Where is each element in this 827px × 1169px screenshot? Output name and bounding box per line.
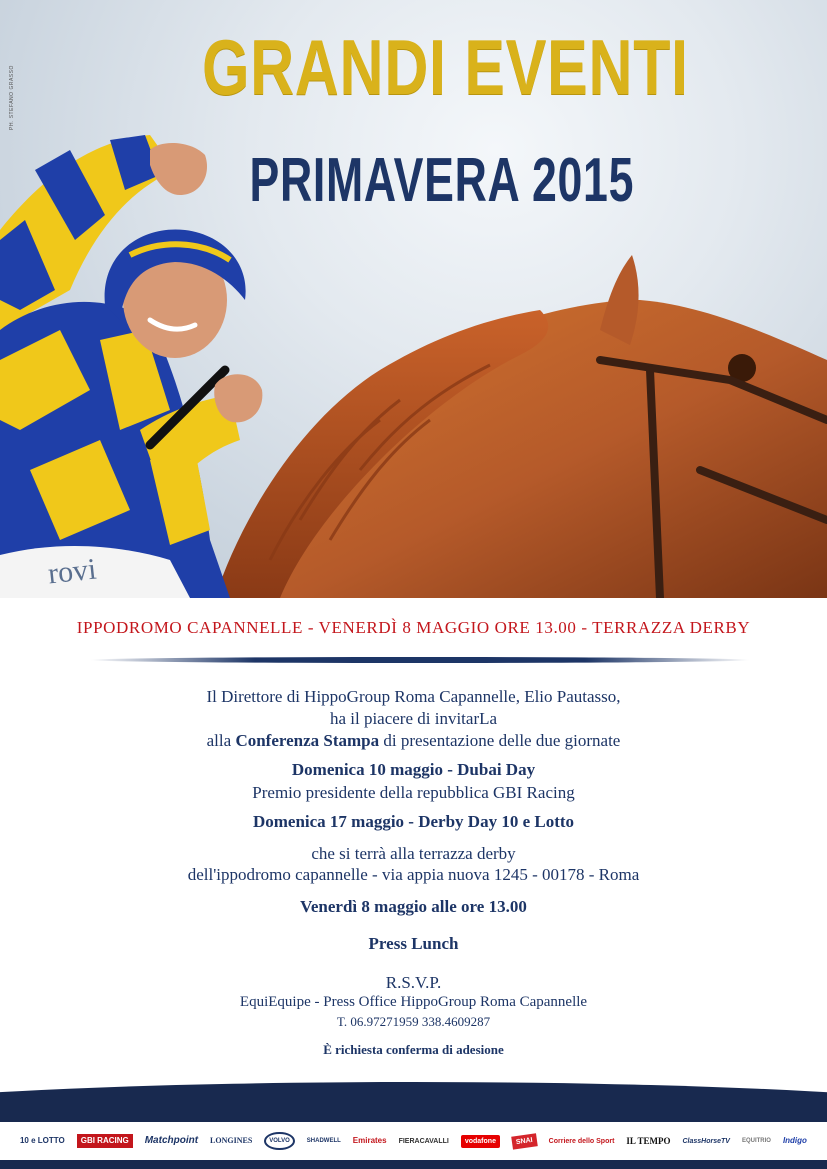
sponsor-logo: LONGINES — [210, 1136, 253, 1145]
horse-ear — [600, 255, 639, 345]
sponsor-strip — [0, 1122, 827, 1160]
location-line-1: che si terrà alla terrazza derby — [311, 844, 516, 863]
confirmation-note — [0, 1043, 827, 1056]
sponsor-logo: Matchpoint — [144, 1135, 199, 1146]
invite-line-3-pre: alla — [206, 731, 236, 750]
location-line-2: dell'ippodromo capannelle - via appia nuova 1245 - 00178 - Roma — [187, 865, 640, 884]
sponsor-logo: SHADWELL — [306, 1138, 341, 1144]
sponsor-logo: Emirates — [352, 1136, 387, 1145]
divider — [90, 657, 750, 663]
event-1 — [0, 761, 827, 778]
event-datetime — [0, 898, 827, 915]
press-lunch-label: Press Lunch — [368, 934, 459, 953]
rsvp: R.S.V.P. — [385, 973, 442, 992]
poster-title: GRANDI EVENTI — [202, 23, 689, 111]
invite-line-1: Il Direttore di HippoGroup Roma Capannelle, Elio Pautasso, — [206, 687, 621, 706]
sponsor-logo: FIERACAVALLI — [398, 1137, 449, 1145]
silk-text: rovi — [46, 552, 98, 591]
event-1-sub: Premio presidente della repubblica GBI Racing — [252, 783, 575, 802]
sponsor-logo: EQUITRIO — [741, 1138, 771, 1144]
footer-band — [0, 1082, 827, 1122]
invite-line-3 — [0, 732, 827, 749]
event-datetime-label: Venerdì 8 maggio alle ore 13.00 — [300, 897, 527, 916]
event-1-label: Domenica 10 maggio - Dubai Day — [291, 760, 536, 779]
invite-line-3-post: di presentazione delle due giornate — [379, 731, 621, 750]
sponsor-logo: vodafone — [461, 1135, 500, 1148]
sponsor-logo: Indigo — [782, 1136, 807, 1145]
confirmation-note-label: È richiesta conferma di adesione — [323, 1042, 504, 1057]
bottom-bar — [0, 1160, 827, 1169]
sponsor-logo: IL TEMPO — [626, 1135, 671, 1146]
phone-numbers: T. 06.97271959 338.4609287 — [336, 1014, 491, 1029]
invite-line-2: ha il piacere di invitarLa — [329, 709, 498, 728]
sponsor-logo: Corriere dello Sport — [548, 1137, 615, 1145]
sponsor-logo: GBI RACING — [77, 1134, 133, 1148]
venue-line: IPPODROMO CAPANNELLE - VENERDÌ 8 MAGGIO ORE 13.00 - TERRAZZA DERBY — [76, 618, 751, 637]
sponsor-logo: SNAI — [511, 1133, 537, 1149]
press-lunch — [0, 935, 827, 952]
sponsor-logo: VOLVO — [264, 1132, 295, 1150]
event-2-label: Domenica 17 maggio - Derby Day 10 e Lotto — [252, 812, 575, 831]
event-2 — [0, 813, 827, 830]
poster-subtitle: PRIMAVERA 2015 — [249, 146, 635, 215]
sponsor-logo: ClassHorseTV — [682, 1137, 730, 1145]
photo-credit: PH. STEFANO GRASSO — [9, 65, 15, 130]
press-office: EquiEquipe - Press Office HippoGroup Roma Capannelle — [239, 994, 588, 1010]
press-conference-label: Conferenza Stampa — [235, 731, 380, 750]
sponsor-logo: 10 e LOTTO — [19, 1136, 65, 1145]
